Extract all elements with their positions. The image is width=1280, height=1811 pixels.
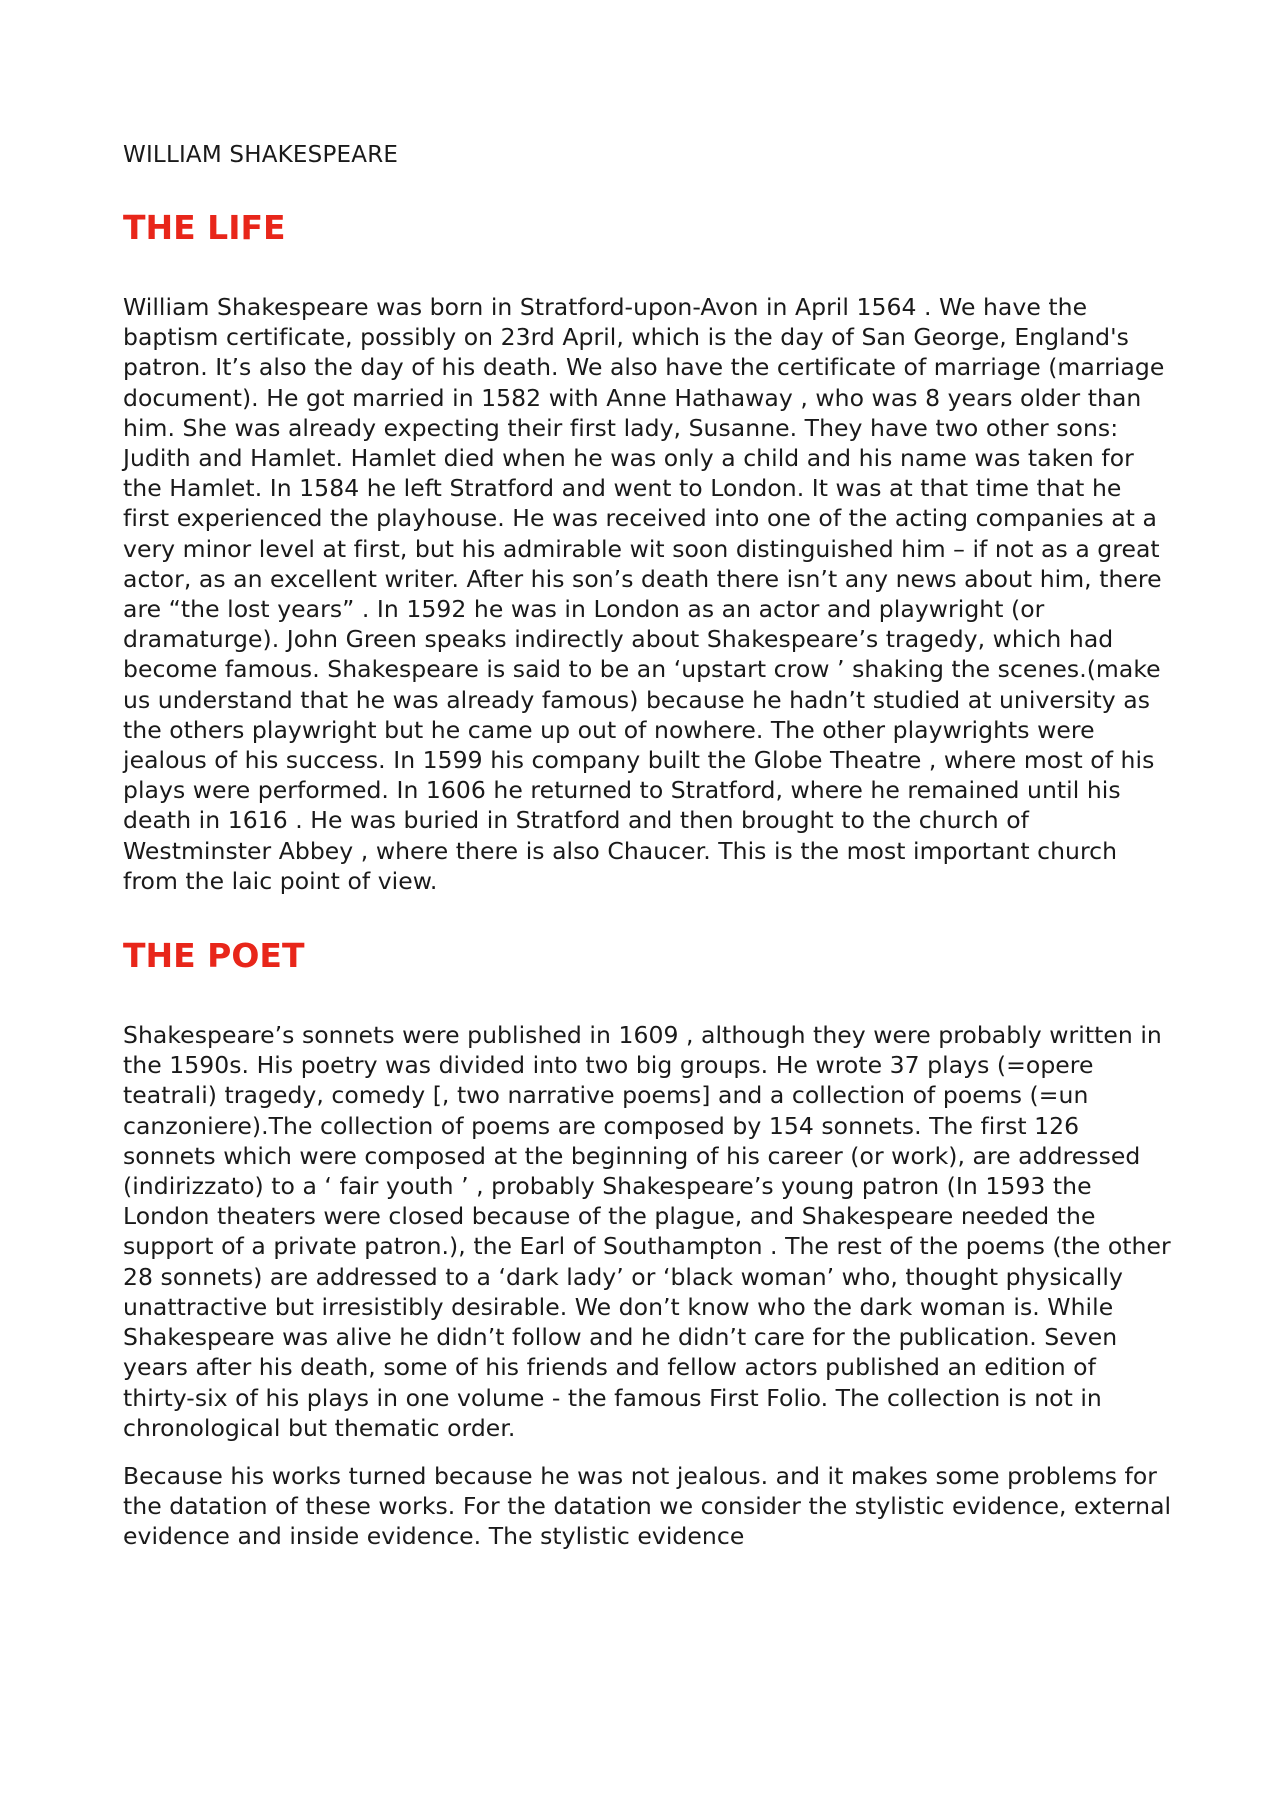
section-heading-poet: THE POET <box>123 936 305 976</box>
document-page <box>123 140 1173 1552</box>
poet-paragraph-2: Because his works turned because he was not jealous. and it makes some problems for the datation of these works. For the datation we consider the stylistic evidence, external evidence and inside evidence. The stylistic evidence <box>123 1461 1172 1551</box>
section-heading-life: THE LIFE <box>123 208 286 247</box>
document-title: WILLIAM SHAKESPEARE <box>123 142 399 168</box>
life-paragraph: William Shakespeare was born in Stratford-upon-Avon in April 1564 . We have the baptism certificate, possibly on 23rd April, which is the day of San George, England's patron. It’s also the day of his death. We also have the certificate of marriage (marriage document). He got married in 1582 with Anne Hathaway , who was 8 years older than him. She was already expecting their first lady, Susanne. They have two other sons: Judith and Hamlet. Hamlet died when he was only a child and his name was taken for the Hamlet. In 1584 he left Stratford and went to London. It was at that time that he first experienced the playhouse. He was received into one of the acting companies at a very minor level at first, but his admirable wit soon distinguished him – if not as a great actor, as an excellent writer. After his son’s death there isn’t any news about him, there are “the lost years” . In 1592 he was in London as an actor and playwright (or dramaturge). John Green speaks indirectly about Shakespeare’s tragedy, which had become famous. Shakespeare is said to be an ‘upstart crow ’ shaking the scenes.(make us understand that he was already famous) because he hadn’t studied at university as the others playwright but he came up out of nowhere. The other playwrights were jealous of his success. In 1599 his company built the Globe Theatre , where most of his plays were performed. In 1606 he returned to Stratford, where he remained until his death in 1616 . He was buried in Stratford and then brought to the church of Westminster Abbey , where there is also Chaucer. This is the most important church from the laic point of view. <box>123 293 1165 895</box>
poet-paragraph-1: Shakespeare’s sonnets were published in 1609 , although they were probably written in the 1590s. His poetry was divided into two big groups. He wrote 37 plays (=opere teatrali) tragedy, comedy [, two narrative poems] and a collection of poems (=un canzoniere).The collection of poems are composed by 154 sonnets. The first 126 sonnets which were composed at the beginning of his career (or work), are addressed (indirizzato) to a ‘ fair youth ’ , probably Shakespeare’s young patron (In 1593 the London theaters were closed because of the plague, and Shakespeare needed the support of a private patron.), the Earl of Southampton . The rest of the poems (the other 28 sonnets) are addressed to a ‘dark lady’ or ‘black woman’ who, thought physically unattractive but irresistibly desirable. We don’t know who the dark woman is. While Shakespeare was alive he didn’t follow and he didn’t care for the publication. Seven years after his death, some of his friends and fellow actors published an edition of thirty-six of his plays in one volume - the famous First Folio. The collection is not in chronological but thematic order. <box>123 1021 1171 1442</box>
